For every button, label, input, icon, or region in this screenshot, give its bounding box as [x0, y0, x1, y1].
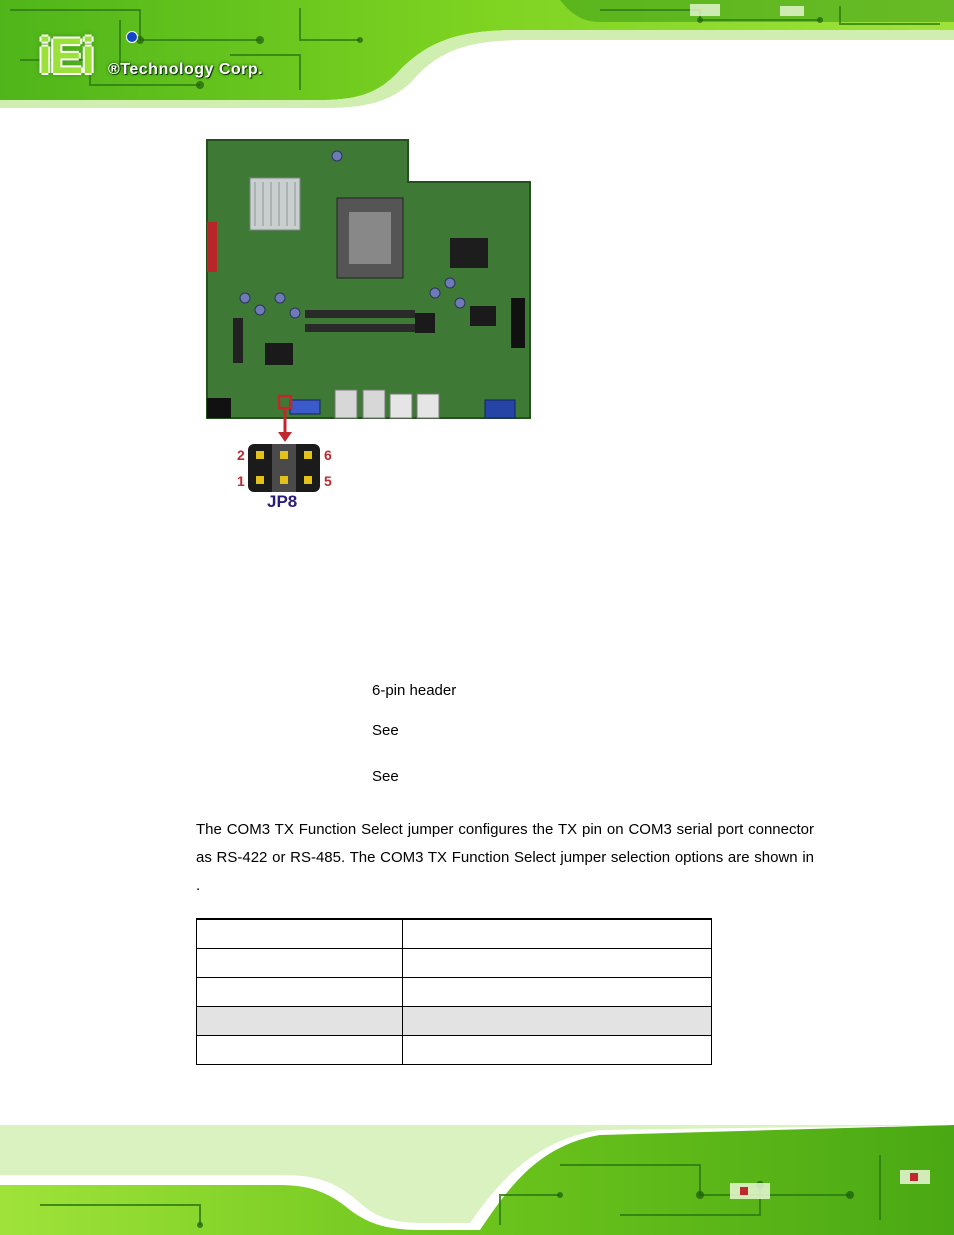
table-cell — [197, 978, 403, 1007]
table-cell — [197, 919, 403, 949]
jumper-location-value: See — [372, 768, 399, 785]
table-cell — [197, 1007, 403, 1036]
pin-label-6: 6 — [324, 447, 332, 463]
circuit-board-graphic — [0, 1125, 954, 1235]
table-cell — [403, 1007, 712, 1036]
pin-label-5: 5 — [324, 473, 332, 489]
jumper-type-value: 6-pin header — [372, 682, 457, 699]
pin-label-1: 1 — [237, 473, 245, 489]
table-row — [197, 919, 712, 949]
table-cell — [197, 1036, 403, 1065]
logo-dot-icon — [126, 31, 138, 43]
table-row — [197, 1036, 712, 1065]
company-logo — [38, 30, 298, 90]
description-paragraph: The COM3 TX Function Select jumper configures the TX pin on COM3 serial port connector as RS-422 or RS-485. The COM3 TX Function Select jumper selection options are shown in . — [196, 821, 814, 894]
table-row — [197, 978, 712, 1007]
motherboard-image — [205, 138, 535, 518]
table-row — [197, 949, 712, 978]
table-cell — [403, 1036, 712, 1065]
jumper-settings-value: See — [372, 722, 399, 739]
table-cell — [197, 949, 403, 978]
table-cell — [403, 919, 712, 949]
logo-company-name: ®Technology Corp. — [108, 61, 264, 78]
pin-label-2: 2 — [237, 447, 245, 463]
table-cell — [403, 949, 712, 978]
header-circuit-banner — [0, 0, 954, 112]
table-cell — [403, 978, 712, 1007]
table-row — [197, 1007, 712, 1036]
footer-circuit-banner — [0, 1125, 954, 1235]
jumper-location-figure — [205, 138, 535, 518]
logo-letters: iEi — [38, 28, 94, 84]
jumper-label: JP8 — [267, 492, 298, 511]
jumper-settings-table — [196, 918, 712, 1065]
